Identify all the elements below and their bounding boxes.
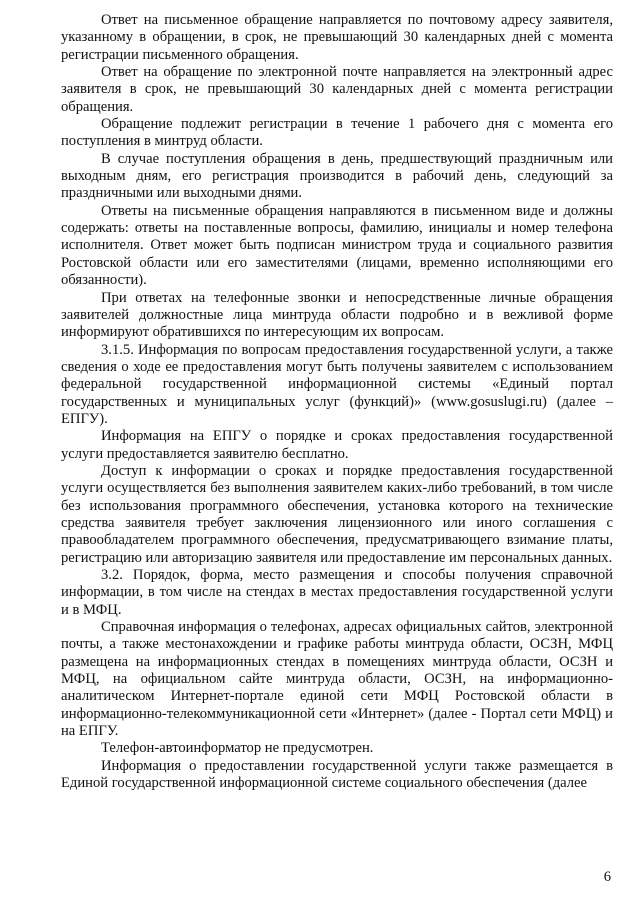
paragraph: 3.2. Порядок, форма, место размещения и способы получения справочной информации, в том числе на стендах в местах предоставления государственной услуги и в МФЦ. [61,567,613,618]
paragraph: Ответ на обращение по электронной почте направляется на электронный адрес заявителя в срок, не превышающий 30 календарных дней с момента регистрации обращения. [61,64,613,115]
paragraph: Информация на ЕПГУ о порядке и сроках предоставления государственной услуги предоставляется заявителю бесплатно. [61,428,613,462]
paragraph: Справочная информация о телефонах, адресах официальных сайтов, электронной почты, а также местонахождении и графике работы минтруда области, ОСЗН, МФЦ размещена на информационных стендах в помещениях минтруда области, ОСЗН и МФЦ, на официальном сайте минтруда области, ОСЗН, на информационно-аналитическом Интернет-портале единой сети МФЦ Ростовской области в информационно-телекоммуникационной сети «Интернет» (далее - Портал сети МФЦ) и на ЕПГУ. [61,619,613,740]
paragraph: В случае поступления обращения в день, предшествующий праздничным или выходным дням, его регистрация производится в рабочий день, следующий за праздничными или выходными днями. [61,150,613,202]
paragraph: При ответах на телефонные звонки и непосредственные личные обращения заявителей должностные лица минтруда области подробно и в вежливой форме информируют обратившихся по интересующим их вопросам. [61,289,613,341]
page-number: 6 [603,869,611,885]
paragraph: Доступ к информации о сроках и порядке предоставления государственной услуги осуществляется без выполнения заявителем каких-либо требований, в том числе без использования программного обеспечения, установка которого на технические средства заявителя требует заключения лицензионного или иного соглашения с правообладателем программного обеспечения, предусматривающего взимание платы, регистрацию или авторизацию заявителя или предоставление им персональных данных. [61,462,613,566]
paragraph: 3.1.5. Информация по вопросам предоставления государственной услуги, а также сведения о ходе ее предоставления могут быть получены заявителем с использованием федеральной государственной информационной системы «Единый портал государственных и муниципальных услуг (функций)» (www.gosuslugi.ru) (далее – ЕПГУ). [61,341,613,427]
paragraph: Ответ на письменное обращение направляется по почтовому адресу заявителя, указанному в обращении, в срок, не превышающий 30 календарных дней с момента регистрации письменного обращения. [61,12,613,63]
document-body [61,12,613,792]
paragraph: Обращение подлежит регистрации в течение 1 рабочего дня с момента его поступления в минтруд области. [61,116,613,150]
paragraph: Ответы на письменные обращения направляются в письменном виде и должны содержать: ответы на поставленные вопросы, фамилию, инициалы и номер телефона исполнителя. Ответ может быть подписан министром труда и социального развития Ростовской области или его заместителями (лицами, временно исполняющими его обязанности). [61,202,613,289]
paragraph: Информация о предоставлении государственной услуги также размещается в Единой государственной информационной системе социального обеспечения (далее [61,757,613,792]
paragraph: Телефон-автоинформатор не предусмотрен. [101,740,374,757]
